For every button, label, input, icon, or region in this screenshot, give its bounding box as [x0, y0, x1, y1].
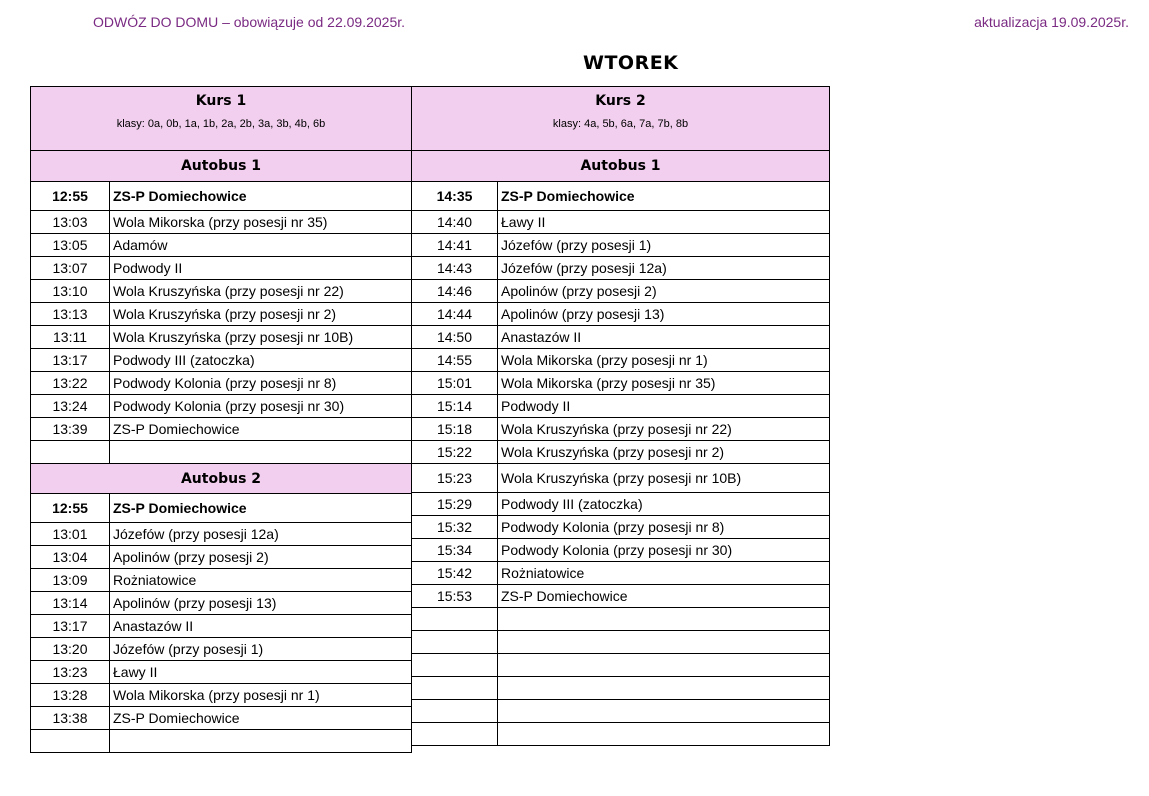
stop-name: Podwody II — [498, 395, 830, 418]
kurs1-bus1-title: Autobus 1 — [31, 151, 412, 182]
stop-row — [31, 372, 412, 395]
stop-name: Wola Kruszyńska (przy posesji nr 2) — [498, 441, 830, 464]
empty-cell — [31, 730, 110, 753]
kurs1-name: Kurs 1 — [195, 93, 247, 109]
stop-time: 12:55 — [31, 182, 110, 211]
stop-time: 13:01 — [31, 523, 110, 546]
stop-name: Podwody Kolonia (przy posesji nr 30) — [498, 539, 830, 562]
stop-row — [31, 349, 412, 372]
stop-name: Ławy II — [498, 211, 830, 234]
stop-name: ZS-P Domiechowice — [498, 182, 830, 211]
empty-row — [412, 631, 830, 654]
empty-cell — [498, 608, 830, 631]
stop-time: 14:44 — [412, 303, 498, 326]
stop-row — [412, 539, 830, 562]
stop-time: 13:17 — [31, 349, 110, 372]
stop-time: 13:05 — [31, 234, 110, 257]
stop-row — [31, 592, 412, 615]
stop-name: ZS-P Domiechowice — [110, 182, 412, 211]
kurs1-classes: klasy: 0a, 0b, 1a, 1b, 2a, 2b, 3a, 3b, 4b, 6b — [116, 118, 326, 130]
header-title: ODWÓZ DO DOMU – obowiązuje od 22.09.2025r. — [93, 14, 406, 30]
stop-row — [412, 464, 830, 493]
stop-row — [31, 182, 412, 211]
stop-name: Wola Kruszyńska (przy posesji nr 10B) — [498, 464, 830, 493]
stop-time: 14:50 — [412, 326, 498, 349]
stop-row — [31, 257, 412, 280]
stop-time: 13:17 — [31, 615, 110, 638]
stop-time: 14:35 — [412, 182, 498, 211]
stop-row — [412, 211, 830, 234]
update-date: aktualizacja 19.09.2025r. — [974, 14, 1129, 30]
stop-name: Rożniatowice — [110, 569, 412, 592]
stop-name: Podwody III (zatoczka) — [498, 493, 830, 516]
stop-name: Wola Kruszyńska (przy posesji nr 10B) — [110, 326, 412, 349]
stop-row — [31, 494, 412, 523]
empty-cell — [412, 723, 498, 746]
stop-time: 13:11 — [31, 326, 110, 349]
stop-time: 13:38 — [31, 707, 110, 730]
stop-row — [412, 257, 830, 280]
stop-row — [412, 585, 830, 608]
stop-name: Podwody II — [110, 257, 412, 280]
day-title: WTOREK — [583, 52, 679, 74]
stop-row — [31, 280, 412, 303]
stop-time: 15:32 — [412, 516, 498, 539]
stop-time: 15:18 — [412, 418, 498, 441]
stop-row — [412, 562, 830, 585]
stop-name: Apolinów (przy posesji 2) — [110, 546, 412, 569]
stop-name: ZS-P Domiechowice — [110, 418, 412, 441]
stop-row — [412, 516, 830, 539]
stop-row — [412, 349, 830, 372]
stop-name: Józefów (przy posesji 12a) — [498, 257, 830, 280]
stop-time: 14:55 — [412, 349, 498, 372]
stop-time: 13:04 — [31, 546, 110, 569]
empty-cell — [498, 631, 830, 654]
stop-row — [31, 211, 412, 234]
stop-name: Józefów (przy posesji 1) — [110, 638, 412, 661]
stop-time: 13:39 — [31, 418, 110, 441]
stop-name: Józefów (przy posesji 1) — [498, 234, 830, 257]
stop-time: 13:22 — [31, 372, 110, 395]
empty-row — [412, 608, 830, 631]
stop-time: 15:42 — [412, 562, 498, 585]
stop-row — [412, 418, 830, 441]
empty-row — [412, 723, 830, 746]
stop-row — [412, 234, 830, 257]
stop-row — [31, 615, 412, 638]
stop-name: Wola Mikorska (przy posesji nr 35) — [110, 211, 412, 234]
stop-row — [31, 234, 412, 257]
empty-cell — [412, 608, 498, 631]
stop-row — [31, 303, 412, 326]
stop-time: 14:41 — [412, 234, 498, 257]
kurs2-classes: klasy: 4a, 5b, 6a, 7a, 7b, 8b — [552, 118, 689, 130]
kurs2-name: Kurs 2 — [595, 93, 646, 109]
kurs2-empty-rows — [412, 608, 830, 746]
stop-time: 13:09 — [31, 569, 110, 592]
stop-name: Wola Mikorska (przy posesji nr 1) — [498, 349, 830, 372]
stop-name: Podwody III (zatoczka) — [110, 349, 412, 372]
stop-row — [31, 684, 412, 707]
stop-time: 13:10 — [31, 280, 110, 303]
kurs1-bus1-stops — [31, 182, 412, 441]
stop-row — [31, 707, 412, 730]
empty-cell — [31, 441, 110, 464]
empty-cell — [498, 677, 830, 700]
kurs1-header — [31, 87, 412, 151]
kurs1-table — [30, 86, 412, 753]
kurs1-panel — [30, 86, 412, 753]
stop-name: Wola Mikorska (przy posesji nr 1) — [110, 684, 412, 707]
stop-time: 15:22 — [412, 441, 498, 464]
empty-row — [412, 700, 830, 723]
kurs2-table — [411, 86, 830, 746]
stop-time: 13:20 — [31, 638, 110, 661]
empty-cell — [498, 700, 830, 723]
stop-row — [412, 303, 830, 326]
empty-cell — [498, 654, 830, 677]
stop-row — [31, 546, 412, 569]
empty-cell — [110, 441, 412, 464]
stop-name: Wola Kruszyńska (przy posesji nr 22) — [110, 280, 412, 303]
stop-name: Adamów — [110, 234, 412, 257]
stop-row — [412, 372, 830, 395]
empty-cell — [498, 723, 830, 746]
stop-time: 13:23 — [31, 661, 110, 684]
stop-row — [31, 418, 412, 441]
stop-name: ZS-P Domiechowice — [110, 494, 412, 523]
stop-row — [31, 661, 412, 684]
kurs1-bus2-title: Autobus 2 — [31, 464, 412, 494]
stop-time: 13:28 — [31, 684, 110, 707]
stop-name: Anastazów II — [498, 326, 830, 349]
stop-name: Podwody Kolonia (przy posesji nr 30) — [110, 395, 412, 418]
empty-cell — [412, 700, 498, 723]
stop-time: 14:46 — [412, 280, 498, 303]
stop-row — [412, 395, 830, 418]
stop-name: Anastazów II — [110, 615, 412, 638]
stop-row — [412, 280, 830, 303]
stop-time: 13:07 — [31, 257, 110, 280]
stop-time: 12:55 — [31, 494, 110, 523]
stop-name: Apolinów (przy posesji 2) — [498, 280, 830, 303]
stop-row — [31, 395, 412, 418]
stop-time: 13:24 — [31, 395, 110, 418]
stop-name: Wola Kruszyńska (przy posesji nr 2) — [110, 303, 412, 326]
stop-row — [412, 441, 830, 464]
stop-time: 13:14 — [31, 592, 110, 615]
stop-name: Podwody Kolonia (przy posesji nr 8) — [110, 372, 412, 395]
stop-name: Wola Mikorska (przy posesji nr 35) — [498, 372, 830, 395]
stop-name: ZS-P Domiechowice — [110, 707, 412, 730]
stop-name: ZS-P Domiechowice — [498, 585, 830, 608]
kurs1-bus2-stops — [31, 494, 412, 730]
stop-name: Rożniatowice — [498, 562, 830, 585]
stop-time: 15:53 — [412, 585, 498, 608]
stop-time: 15:01 — [412, 372, 498, 395]
stop-time: 14:40 — [412, 211, 498, 234]
empty-cell — [412, 654, 498, 677]
stop-time: 15:23 — [412, 464, 498, 493]
stop-row — [31, 569, 412, 592]
stop-row — [31, 638, 412, 661]
stop-time: 14:43 — [412, 257, 498, 280]
kurs2-bus1-stops — [412, 182, 830, 608]
stop-time: 13:03 — [31, 211, 110, 234]
stop-row — [31, 523, 412, 546]
stop-name: Wola Kruszyńska (przy posesji nr 22) — [498, 418, 830, 441]
stop-name: Podwody Kolonia (przy posesji nr 8) — [498, 516, 830, 539]
stop-name: Apolinów (przy posesji 13) — [110, 592, 412, 615]
stop-name: Ławy II — [110, 661, 412, 684]
empty-cell — [412, 677, 498, 700]
kurs2-bus1-title: Autobus 1 — [412, 151, 830, 182]
stop-time: 15:29 — [412, 493, 498, 516]
stop-time: 15:34 — [412, 539, 498, 562]
empty-row — [412, 677, 830, 700]
stop-time: 13:13 — [31, 303, 110, 326]
kurs2-panel — [411, 86, 830, 746]
empty-cell — [110, 730, 412, 753]
stop-row — [412, 326, 830, 349]
empty-cell — [412, 631, 498, 654]
stop-row — [412, 182, 830, 211]
stop-time: 15:14 — [412, 395, 498, 418]
empty-row — [412, 654, 830, 677]
stop-row — [412, 493, 830, 516]
stop-name: Apolinów (przy posesji 13) — [498, 303, 830, 326]
stop-name: Józefów (przy posesji 12a) — [110, 523, 412, 546]
kurs2-header — [412, 87, 830, 151]
stop-row — [31, 326, 412, 349]
